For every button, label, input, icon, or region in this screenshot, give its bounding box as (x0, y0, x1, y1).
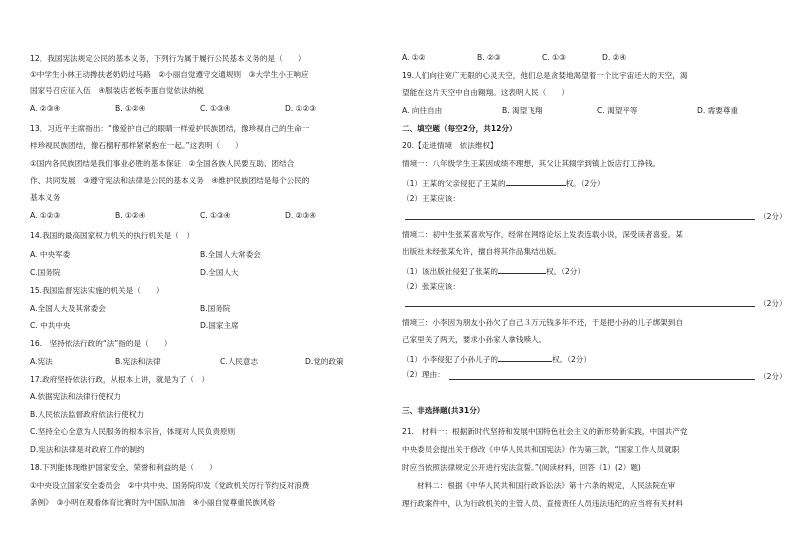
q15-option-a[interactable]: A.全国人大及其常委会 (30, 304, 106, 313)
q15-option-d[interactable]: D.国家主席 (200, 321, 239, 330)
q21-text: 中央委员会提出关于修改《中华人民共和国宪法》作为第三款，“国家工作人员就职 (402, 445, 680, 454)
q19-option-c[interactable]: C. 渴望平等 (597, 106, 638, 115)
q21-material-2: 材料二：根据《中华人民共和国行政诉讼法》第十六条的规定，人民法院在审 (417, 481, 676, 490)
q14-option-d[interactable]: D.全国人大 (200, 268, 239, 277)
scenario-1-q2: （2）王某应该： (402, 194, 460, 203)
q18-stem: 18.下列能体现维护国家安全、荣誉和利益的是（ ） (30, 463, 217, 472)
scenario-3-q2: （2）理由： (402, 370, 445, 379)
scenario-3-q1-end: 权。（2分） (551, 355, 591, 364)
q13-option-b[interactable]: B. ①②④ (115, 211, 146, 220)
answer-line[interactable] (405, 306, 755, 307)
q12-stem: 12．我国宪法规定公民的基本义务，下列行为属于履行公民基本义务的是（ ） (30, 54, 306, 63)
q12-option-b[interactable]: B. ①②④ (115, 104, 146, 113)
q15-option-b[interactable]: B.国务院 (200, 304, 231, 313)
q12-line: 国家号召应征入伍 ④服装店老板李蛋自觉依法纳税 (30, 86, 204, 95)
q19-line: 望能在这片天空中自由翱翔。这表明人民（ ） (402, 88, 570, 97)
q12-option-c[interactable]: C. ①③④ (200, 104, 231, 113)
q19-option-a[interactable]: A. 向往自由 (402, 106, 443, 115)
scenario-1-q1 (402, 178, 605, 188)
q12-line: ①中学生小林王动搀扶老奶奶过马路 ②小丽自觉遵守交通规则 ③大学生小王响应 (30, 70, 309, 79)
q19-option-d[interactable]: D. 需要尊重 (697, 106, 739, 115)
scenario-2-text: 出版社未经张某允许，擅自将其作品集结出版。 (402, 247, 562, 256)
q13-stem: 13．习近平主席指出：“像爱护自己的眼睛一样爱护民族团结，像珍视自己的生命一 (30, 124, 310, 133)
q17-option-d[interactable]: D.宪法和法律是对政府工作的制约 (30, 445, 145, 454)
scenario-3-text: 情境三：小李因为朋友小孙欠了自己３万元钱多年不还，于是把小孙的儿子绑架到自 (402, 318, 683, 327)
q18-option-b[interactable]: B. ②③ (477, 53, 501, 62)
q15-option-c[interactable]: C. 中共中央 (30, 321, 71, 330)
q17-option-a[interactable]: A.依据宪法和法律行使权力 (30, 392, 122, 401)
q18-option-d[interactable]: D. ②④ (602, 53, 627, 62)
scenario-2-q1-end: 权。（2分） (545, 267, 585, 276)
scenario-1-q1-end: 权。（2分） (565, 179, 605, 188)
q18-line: ①中央设立国家安全委员会 ②中共中央、国务院印发《党政机关厉行节约反对浪费 (30, 481, 310, 490)
q18-option-a[interactable]: A. ①② (402, 53, 426, 62)
q13-line: 作、共同发展 ③遵守宪法和法律是公民的基本义务 ④维护民族团结是每个公民的 (30, 176, 310, 185)
scenario-2-text: 情境二：初中生张某喜欢写作，经常在网络论坛上发表连载小说，深受读者喜爱。某 (402, 230, 683, 239)
q20-title: 20.【走进情境 依法维权】 (402, 141, 498, 150)
q21-text: 时应当依照法律规定公开进行宪法宣誓。”(阅读材料，回答（1）(2）题) (402, 463, 641, 472)
q14-option-b[interactable]: B.全国人大常委会 (200, 250, 261, 259)
q13-line: 基本义务 (30, 193, 61, 202)
q21-text: 21. 材料一：根据新时代坚持和发展中国特色社会主义的新形势新实践，中国共产党 (402, 427, 688, 436)
answer-line[interactable] (449, 379, 755, 380)
q12-option-d[interactable]: D. ①②③ (285, 104, 317, 113)
scenario-3-q1 (402, 354, 591, 364)
q15-stem: 15.我国监督宪法实施的机关是（ ） (30, 286, 164, 295)
scenario-2-q1-label: （1）该出版社侵犯了张某的 (402, 267, 498, 276)
answer-blank[interactable] (498, 354, 552, 362)
right-column (397, 0, 794, 549)
scenario-3-text: 己家里关了两天，要求小孙家人拿钱赎人。 (402, 335, 547, 344)
q13-line: 样珍视民族团结，像石榴籽那样紧紧抱在一起。”这表明（ ） (30, 141, 243, 150)
scenario-2-q1 (402, 266, 585, 276)
scenario-2-q2: （2）张某应该： (402, 282, 460, 291)
q16-option-c[interactable]: C.人民意志 (220, 357, 259, 366)
q13-option-a[interactable]: A. ①②③ (30, 211, 61, 220)
q13-line: ①国内各民族团结是我们事业必胜的基本保证 ②全国各族人民要互助、团结合 (30, 159, 295, 168)
q13-option-c[interactable]: C. ①③④ (200, 211, 231, 220)
q12-option-a[interactable]: A. ②③④ (30, 104, 61, 113)
q13-option-d[interactable]: D. ②③④ (285, 211, 317, 220)
section-2-title: 二、填空题（每空2分，共12分） (402, 124, 517, 133)
scenario-2-score: （2分） (759, 299, 787, 308)
scenario-3-score: （2分） (759, 372, 787, 381)
q17-option-c[interactable]: C.坚持全心全意为人民服务的根本宗旨，体现对人民负责原则 (30, 427, 236, 436)
q21-material-2: 理行政案件中，认为行政机关的主管人员、直接责任人员违法违纪的应当将有关材料 (402, 499, 683, 508)
q17-stem: 17.政府坚持依法行政，从根本上讲，就是为了（ ） (30, 375, 210, 384)
answer-blank[interactable] (498, 266, 546, 274)
q19-option-b[interactable]: B. 渴望飞翔 (502, 106, 543, 115)
q18-line: 条例》 ③小明在观看体育比赛时为中国队加油 ④小丽自觉尊重民族风俗 (30, 498, 276, 507)
q16-stem: 16. 坚持依法行政的“法”指的是（ ） (30, 339, 172, 348)
q14-option-a[interactable]: A. 中央军委 (30, 250, 71, 259)
q18-option-c[interactable]: C. ①③ (542, 53, 566, 62)
section-3-title: 三、非选择题(共31分） (402, 406, 485, 415)
q19-stem: 19.人们向往宽广无限的心灵天空，他们总是贪婪地渴望着一个比宇宙还大的天空，渴 (402, 71, 688, 80)
scenario-1-score: （2分） (759, 212, 787, 221)
q16-option-d[interactable]: D.党的政策 (305, 357, 344, 366)
q16-option-a[interactable]: A.宪法 (30, 357, 53, 366)
answer-blank[interactable] (506, 178, 566, 186)
answer-line[interactable] (405, 219, 755, 220)
q16-option-b[interactable]: B.宪法和法律 (115, 357, 161, 366)
scenario-3-q1-label: （1）小李侵犯了小孙儿子的 (402, 355, 498, 364)
scenario-1-text: 情境一：八年级学生王某因成绩不理想，其父让其辍学到镇上饭店打工挣钱。 (402, 159, 661, 168)
scenario-1-q1-label: （1）王某的父亲侵犯了王某的 (402, 179, 506, 188)
q17-option-b[interactable]: B.人民依法监督政府依法行使权力 (30, 410, 144, 419)
q14-stem: 14.我国的最高国家权力机关的执行机关是（ ） (30, 231, 194, 240)
q14-option-c[interactable]: C.国务院 (30, 268, 61, 277)
